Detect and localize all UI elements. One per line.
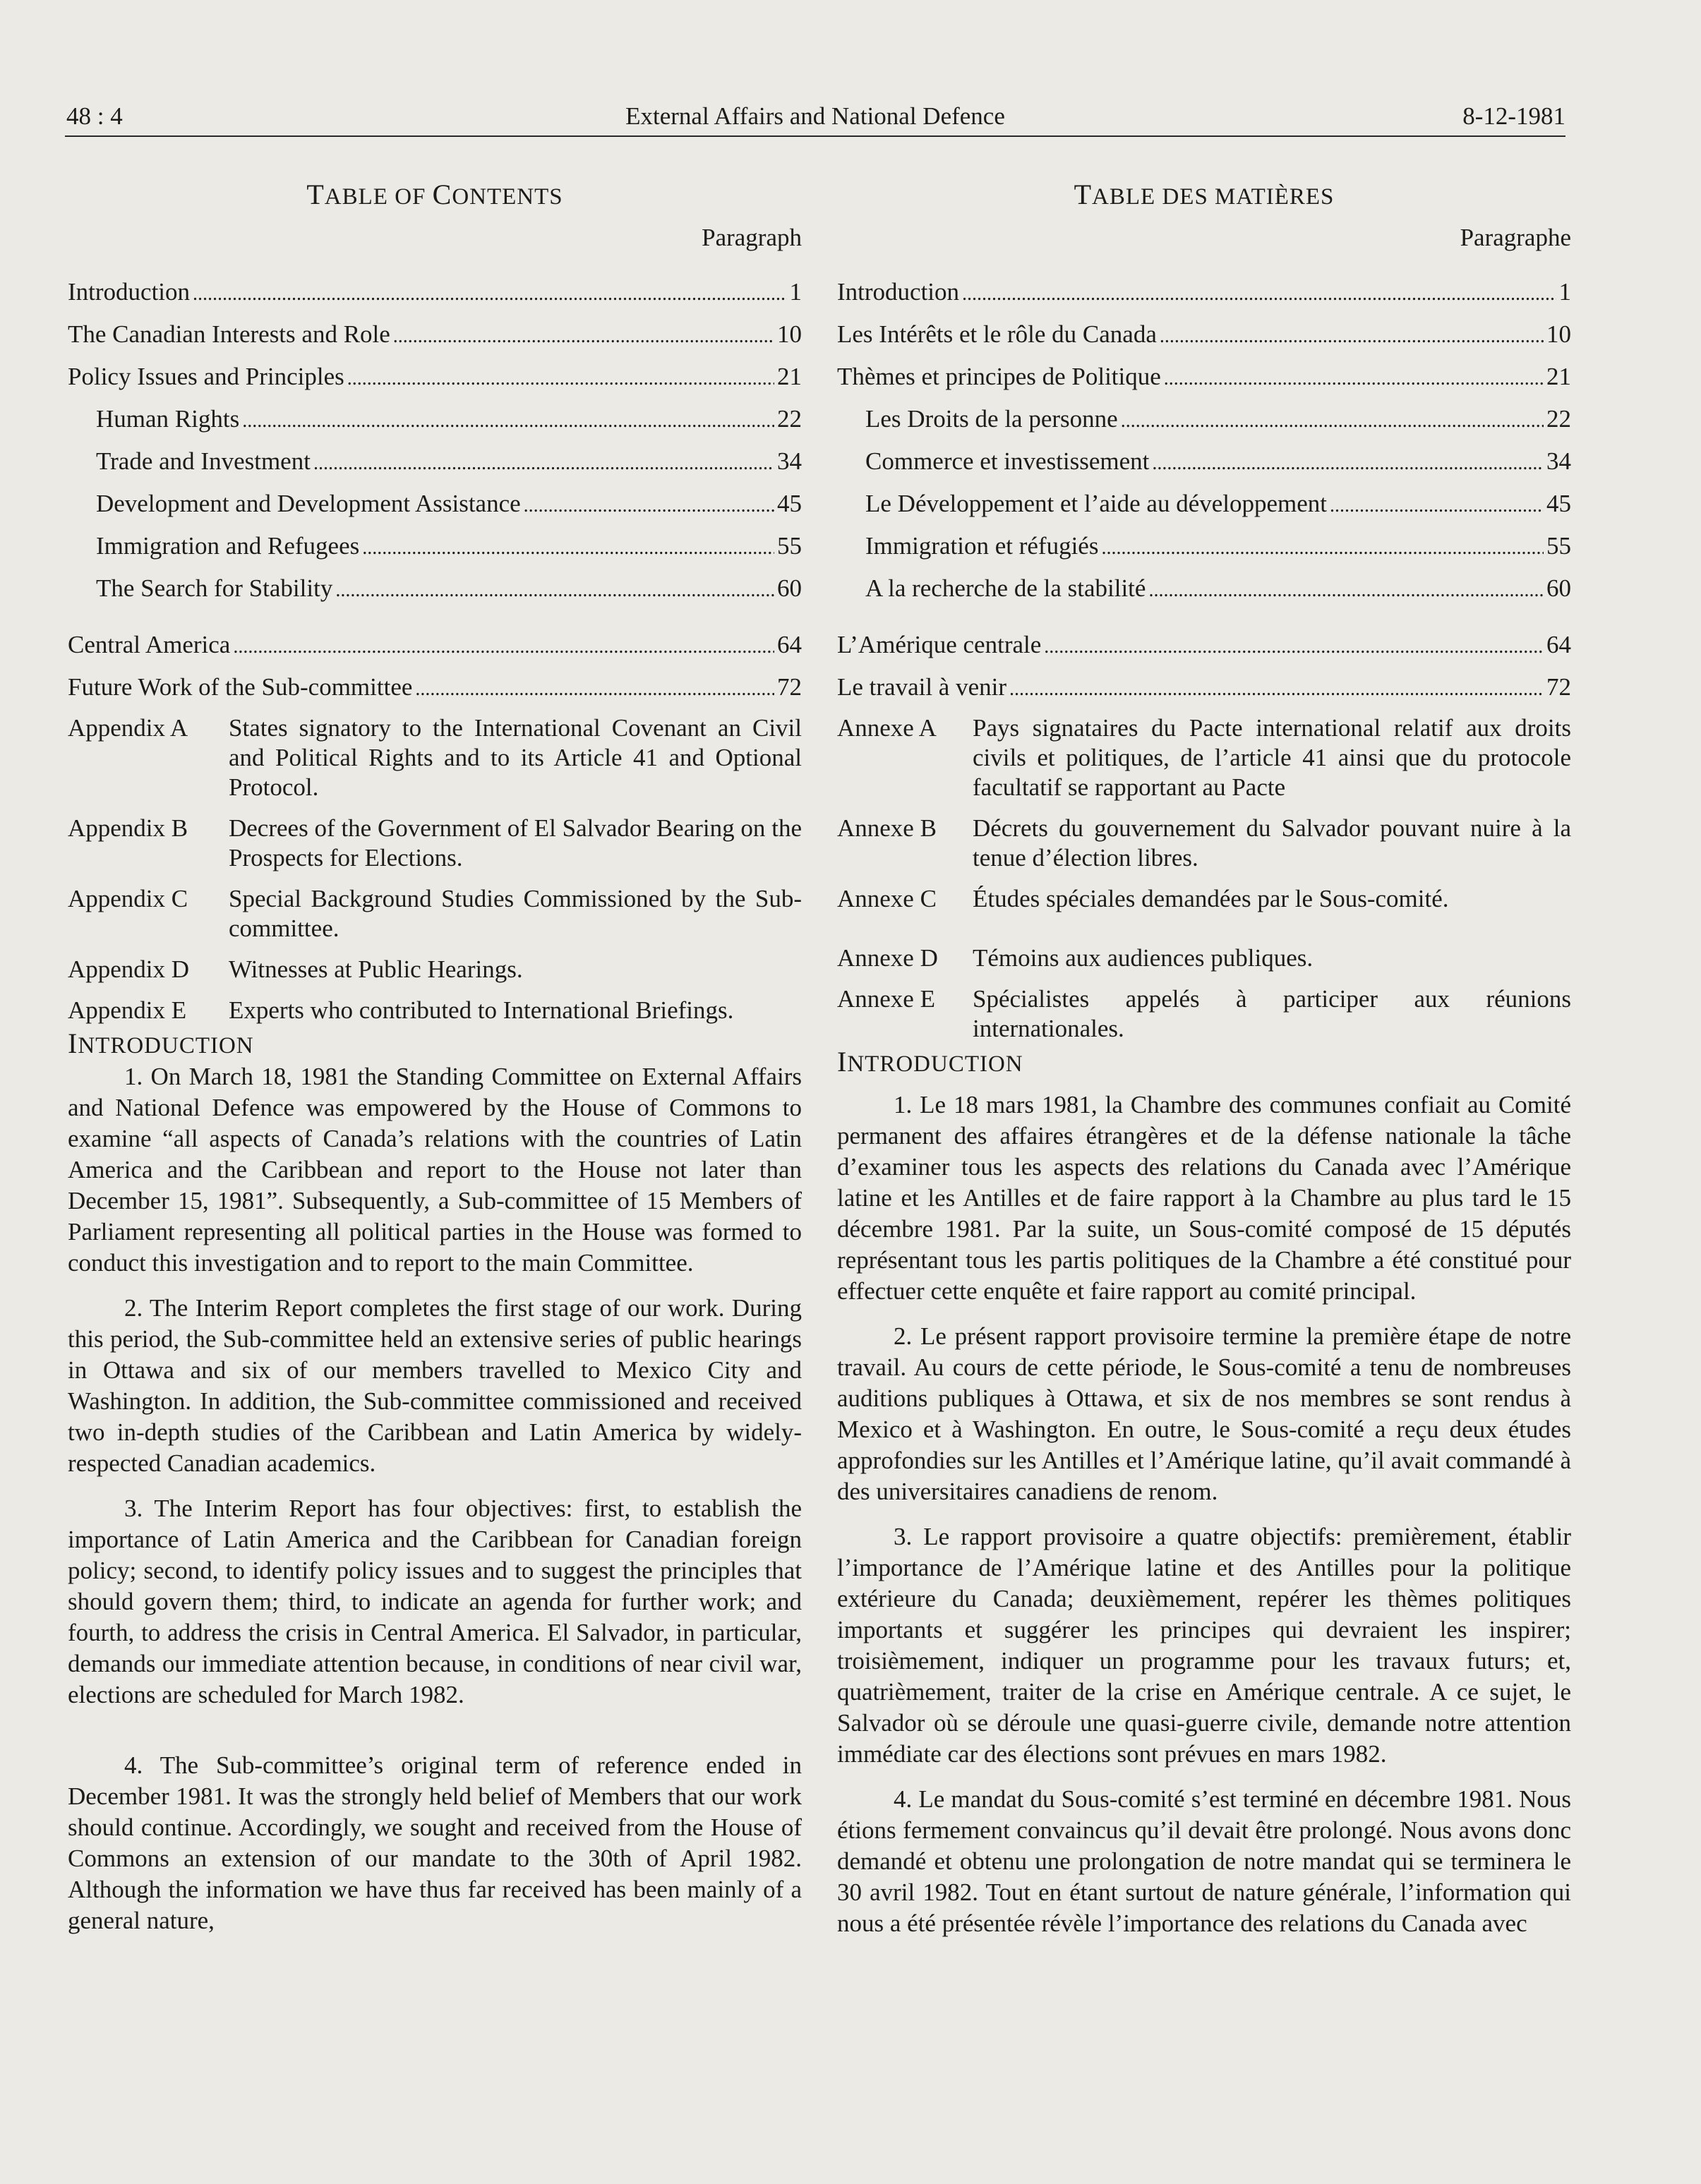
toc-entry: Le Développement et l’aide au développement ..... 45 <box>837 488 1571 530</box>
toc-entry: Commerce et investissement ..... 34 <box>837 445 1571 488</box>
appendix-entry: Annexe B Décrets du gouvernement du Salvador pouvant nuire à la tenue d’élection libres. <box>837 814 1571 871</box>
toc-entry: Human Rights ..... 22 <box>68 403 802 445</box>
body-paragraph: 4. The Sub-committee’s original term of reference ended in December 1981. It was the strongly held belief of Members that our work should continue. Accordingly, we sought and received from the House of Commons an extension of our mandate to the 30th of April 1982. Although the information we have thus far received has been mainly of a general nature, <box>68 1751 802 1934</box>
section-heading: INTRODUCTION <box>837 1046 1023 1078</box>
toc-entry: Introduction ..... 1 <box>837 276 1571 318</box>
toc-entry: Immigration and Refugees ..... 55 <box>68 530 802 572</box>
toc-entry: The Canadian Interests and Role ..... 10 <box>68 318 802 361</box>
body-paragraph: 3. The Interim Report has four objectives: first, to establish the importance of Latin America and the Caribbean for Canadian foreign policy; second, to identify policy issues and to suggest the principles that should govern them; third, to indicate an agenda for further work; and fourth, to address the crisis in Central America. El Salvador, in particular, demands our immediate attention because, in conditions of near civil war, elections are scheduled for March 1982. <box>68 1495 802 1708</box>
toc-title: TABLE DES MATIÈRES <box>1074 179 1335 210</box>
body-paragraph: 1. On March 18, 1981 the Standing Committee on External Affairs and National Defence was empowered by the House of Commons to examine “all aspects of Canada’s relations with the countries of Latin America and the Caribbean and report to the House not later than December 15, 1981”. Subsequently, a Sub-committee of 15 Members of Parliament representing all political parties in the House was formed to conduct this investigation and to report to the main Committee. <box>68 1063 802 1277</box>
paragraph-column-label: Paragraphe <box>1460 224 1571 251</box>
toc-entry: Les Droits de la personne ..... 22 <box>837 403 1571 445</box>
appendix-entry: Annexe D Témoins aux audiences publiques. <box>837 944 1314 972</box>
body-paragraph: 1. Le 18 mars 1981, la Chambre des communes confiait au Comité permanent des affaires étrangères et de la défense nationale la tâche d’examiner tous les aspects des relations du Canada avec l’Amérique latine et les Antilles et de faire rapport à la Chambre au plus tard le 15 décembre 1981. Par la suite, un Sous-comité composé de 15 députés représentant tous les partis politiques de la Chambre a été constitué pour effectuer cette enquête et faire rapport au comité principal. <box>837 1091 1571 1305</box>
body-paragraph: 4. Le mandat du Sous-comité s’est terminé en décembre 1981. Nous étions fermement convaincus qu’il devait être prolongé. Nous avons donc demandé et obtenu une prolongation de notre mandat qui se terminera le 30 avril 1982. Tout en étant surtout de nature générale, l’information qui nous a été présentée révèle l’importance des relations du Canada avec <box>837 1785 1571 1937</box>
toc-entry: Policy Issues and Principles ..... 21 <box>68 361 802 403</box>
paragraph-column-label: Paragraph <box>702 224 802 251</box>
toc-entry: Introduction ..... 1 <box>68 276 802 318</box>
appendix-entry: Annexe E Spécialistes appelés à participer aux réunions internationales. <box>837 985 1571 1042</box>
toc-entry: L’Amérique centrale ..... 64 <box>837 629 1571 671</box>
toc-entry: A la recherche de la stabilité ..... 60 <box>837 572 1571 615</box>
section-heading: INTRODUCTION <box>68 1027 254 1059</box>
appendix-entry: Appendix C Special Background Studies Commissioned by the Sub-committee. <box>68 885 802 942</box>
toc-entry: Thèmes et principes de Politique ..... 21 <box>837 361 1571 403</box>
running-title: External Affairs and National Defence <box>625 102 1005 130</box>
toc-entry: Trade and Investment ..... 34 <box>68 445 802 488</box>
toc-entry: Central America ..... 64 <box>68 629 802 671</box>
page-header <box>65 100 1565 137</box>
toc-entry: Le travail à venir ..... 72 <box>837 671 1571 713</box>
toc-entry: Les Intérêts et le rôle du Canada ..... 10 <box>837 318 1571 361</box>
toc-entry: Immigration et réfugiés ..... 55 <box>837 530 1571 572</box>
toc-entry: Future Work of the Sub-committee ..... 72 <box>68 671 802 713</box>
appendix-entry: Appendix A States signatory to the International Covenant an Civil and Political Rights and to its Article 41 and Optional Protocol. <box>68 714 802 801</box>
body-paragraph: 3. Le rapport provisoire a quatre objectifs: premièrement, établir l’importance de l’Amérique latine et des Antilles pour la politique extérieure du Canada; deuxièmement, repérer les thèmes politiques importants et suggérer les principes qui devraient les inspirer; troisièmement, indiquer un programme pour les travaux futurs; et, quatrièmement, traiter de la crise en Amérique centrale. A ce sujet, le Salvador où se déroule une quasi-guerre civile, demande notre attention immédiate car des élections sont prévues en mars 1982. <box>837 1523 1571 1768</box>
toc-title: TABLE OF CONTENTS <box>306 179 563 210</box>
appendix-entry: Annexe C Études spéciales demandées par le Sous-comité. <box>837 885 1449 912</box>
appendix-entry: Appendix B Decrees of the Government of El Salvador Bearing on the Prospects for Elections. <box>68 814 802 871</box>
body-paragraph: 2. The Interim Report completes the first stage of our work. During this period, the Sub-committee held an extensive series of public hearings in Ottawa and six of our members travelled to Mexico City and Washington. In addition, the Sub-committee commissioned and received two in-depth studies of the Caribbean and Latin America by widely-respected Canadian academics. <box>68 1294 802 1477</box>
toc-entry: The Search for Stability ..... 60 <box>68 572 802 615</box>
header-date: 8-12-1981 <box>1462 102 1565 130</box>
english-column <box>68 175 802 1950</box>
appendix-entry: Appendix E Experts who contributed to International Briefings. <box>68 996 734 1024</box>
appendix-entry: Annexe A Pays signataires du Pacte international relatif aux droits civils et politiques, de l’article 41 ainsi que du protocole facultatif se rapportant au Pacte <box>837 714 1571 801</box>
toc-entry: Development and Development Assistance ..... 45 <box>68 488 802 530</box>
body-paragraph: 2. Le présent rapport provisoire termine la première étape de notre travail. Au cours de cette période, le Sous-comité a tenu de nombreuses auditions publiques à Ottawa, et six de nos membres se sont rendus à Mexico et à Washington. En outre, le Sous-comité a reçu deux études approfondies sur les Antilles et l’Amérique latine, qu’il avait commandé à des universitaires canadiens de renom. <box>837 1322 1571 1505</box>
appendix-entry: Appendix D Witnesses at Public Hearings. <box>68 955 523 983</box>
page-number: 48 : 4 <box>66 102 123 130</box>
french-column <box>837 175 1571 1953</box>
